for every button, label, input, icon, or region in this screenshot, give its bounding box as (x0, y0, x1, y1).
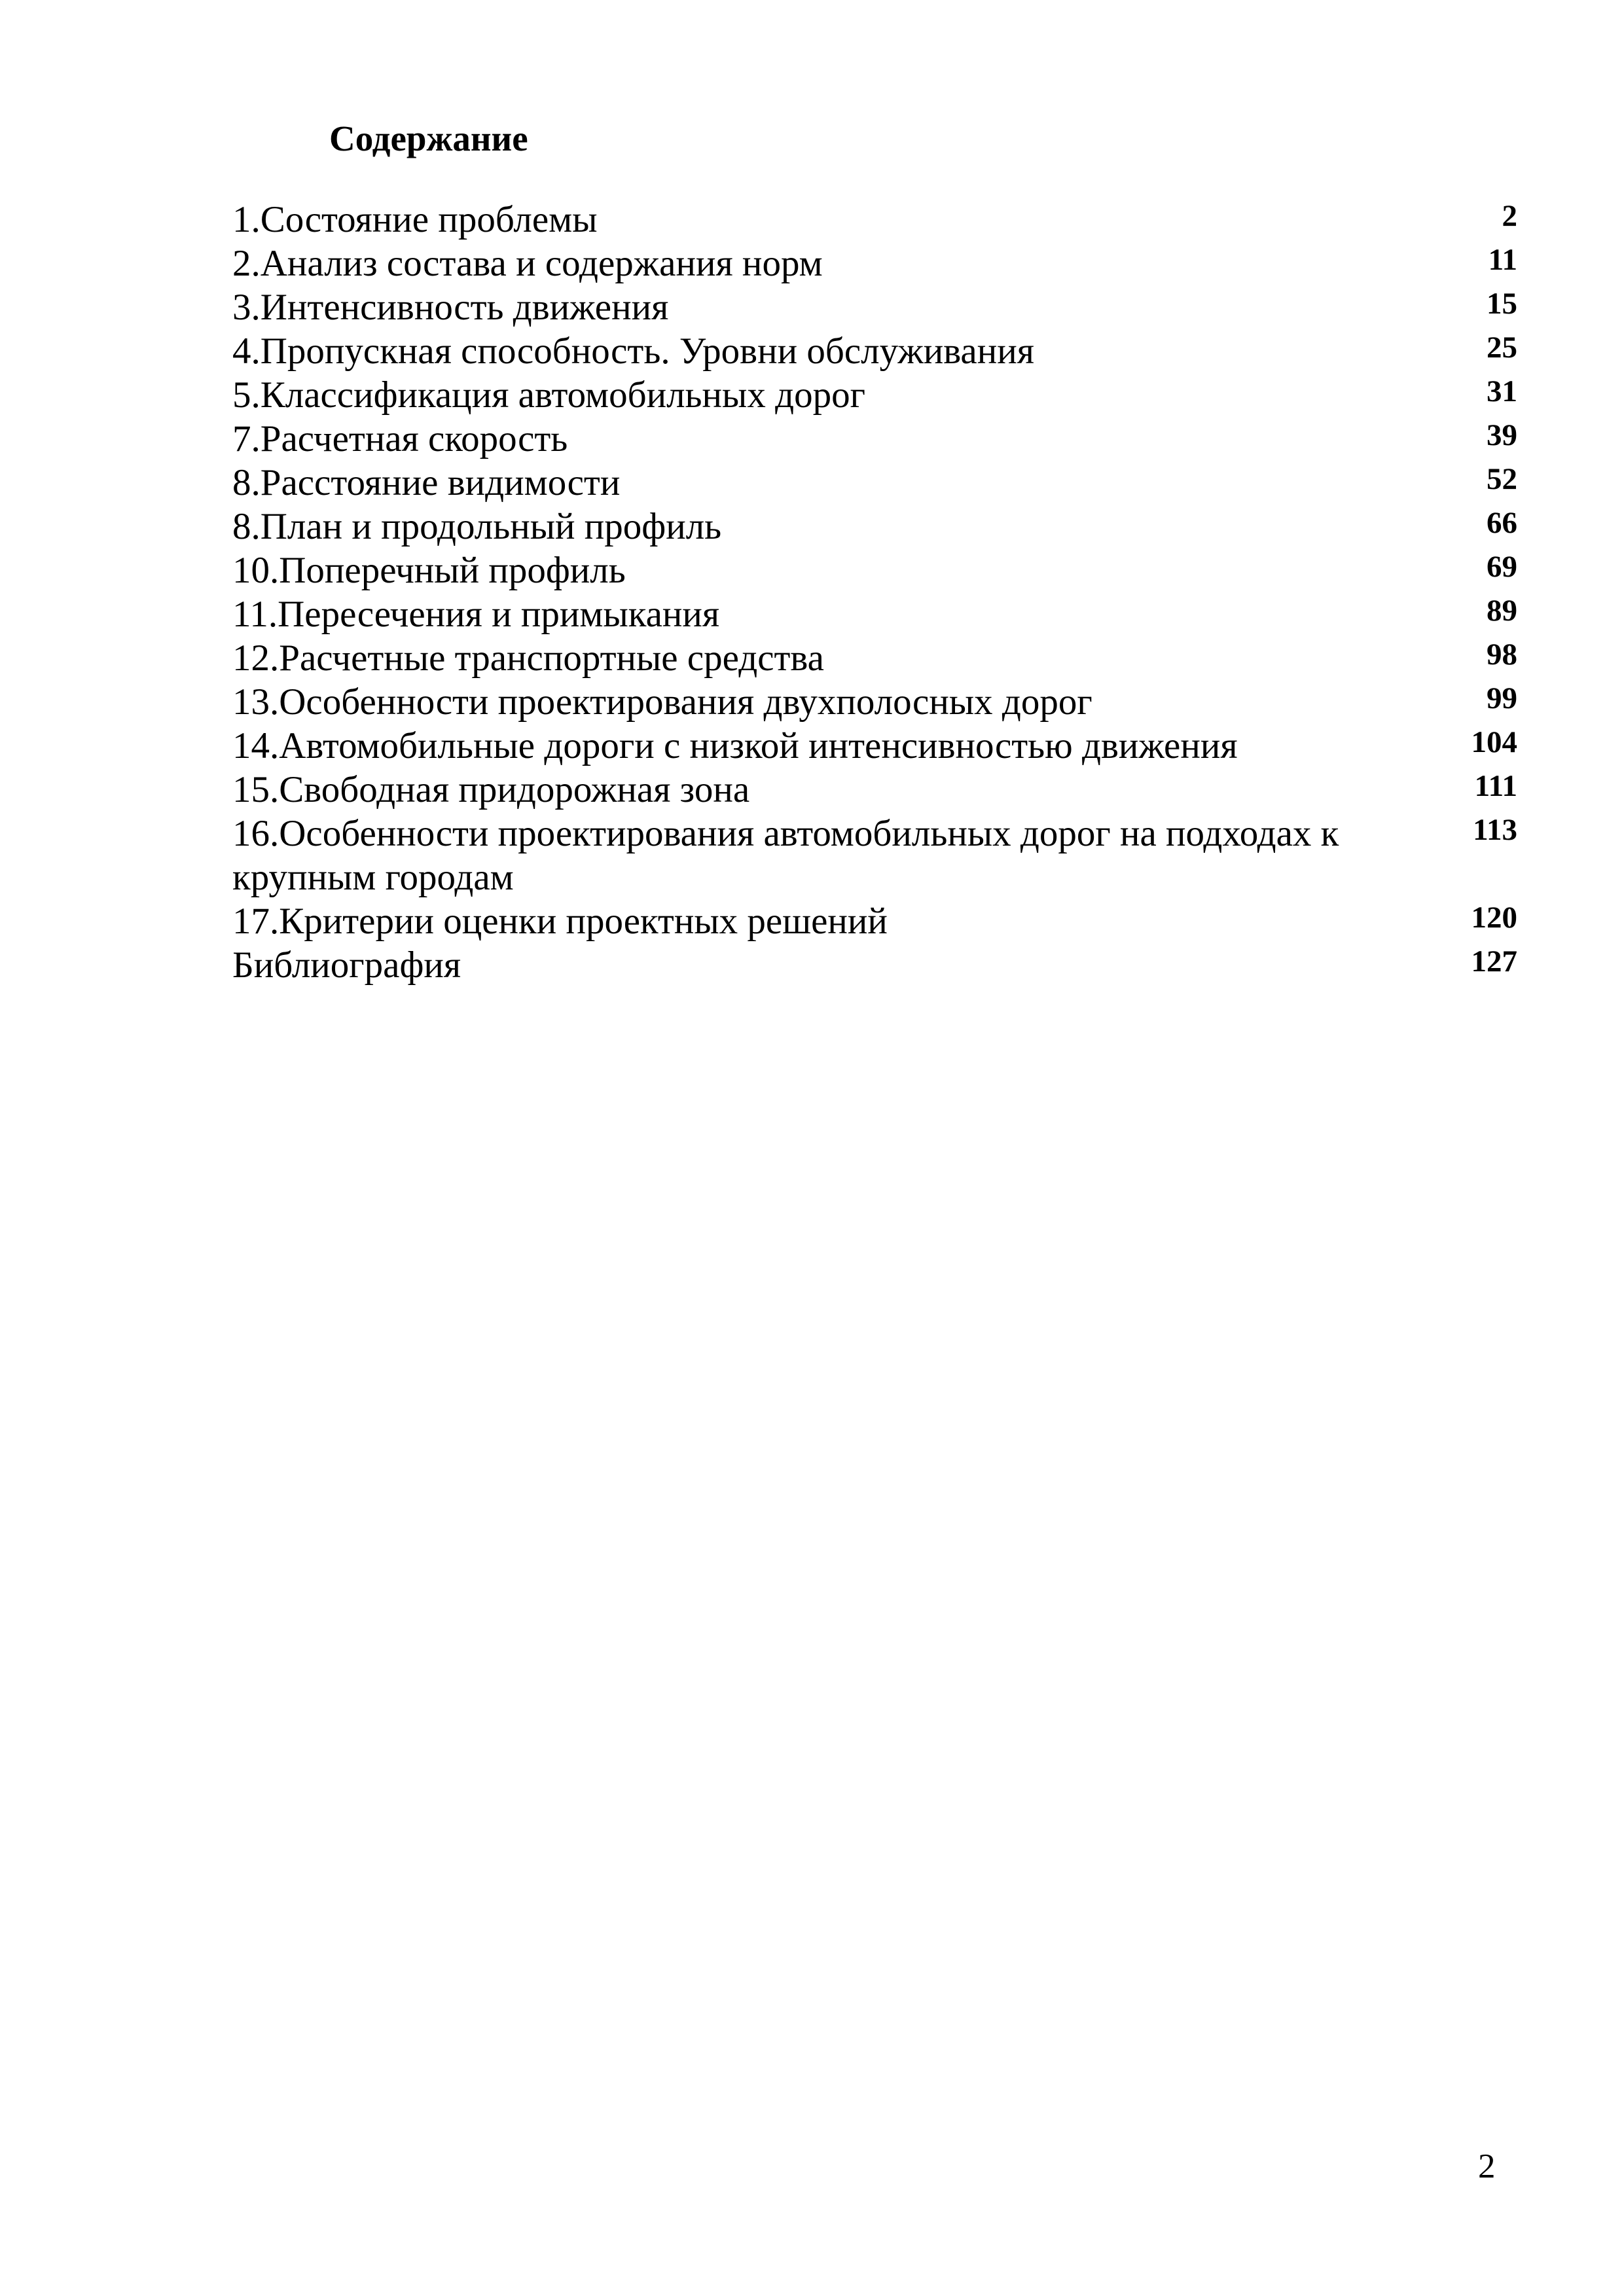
toc-entry-page: 111 (1474, 769, 1517, 803)
toc-entry-page: 99 (1487, 681, 1517, 715)
toc-entry-page: 2 (1502, 199, 1517, 233)
toc-entry-page: 31 (1487, 374, 1517, 408)
toc-entry-page: 69 (1487, 550, 1517, 584)
toc-entry-page: 89 (1487, 594, 1517, 628)
toc-entry-label: 13.Особенности проектирования двухполосных дорог (232, 681, 1092, 723)
toc-entry (232, 505, 1517, 548)
toc-entry (232, 373, 1517, 417)
toc-entry (232, 899, 1517, 943)
toc-entry (232, 768, 1517, 812)
toc-entry (232, 592, 1517, 636)
toc-entry-page: 15 (1487, 287, 1517, 321)
toc-entry-label: 2.Анализ состава и содержания норм (232, 243, 823, 284)
toc-entry (232, 198, 1517, 242)
toc-entry-label: 4.Пропускная способность. Уровни обслуживания (232, 331, 1034, 372)
toc-entry-label: Библиография (232, 944, 461, 986)
toc-entry-label: 3.Интенсивность движения (232, 287, 669, 328)
toc-entry-label: 7.Расчетная скорость (232, 418, 568, 459)
toc-entry-page: 25 (1487, 331, 1517, 365)
toc-entry (232, 680, 1517, 724)
toc-entry-page: 11 (1488, 243, 1517, 277)
toc-entry-page: 113 (1473, 813, 1517, 847)
toc-entry-label: 15.Свободная придорожная зона (232, 769, 750, 810)
toc-entry (232, 461, 1517, 505)
table-of-contents (232, 198, 1517, 987)
toc-entry-label: 5.Классификация автомобильных дорог (232, 374, 865, 416)
toc-entry-page: 52 (1487, 462, 1517, 496)
toc-entry-page: 120 (1471, 901, 1517, 935)
toc-entry (232, 285, 1517, 329)
toc-entry-label: 12.Расчетные транспортные средства (232, 637, 824, 679)
toc-entry (232, 242, 1517, 285)
toc-entry-label: 1.Состояние проблемы (232, 199, 598, 240)
toc-title: Содержание (329, 118, 528, 158)
toc-entry-label: 8.План и продольный профиль (232, 506, 722, 547)
toc-entry-label: 17.Критерии оценки проектных решений (232, 901, 888, 942)
toc-entry-page: 98 (1487, 637, 1517, 672)
toc-entry (232, 636, 1517, 680)
toc-entry (232, 548, 1517, 592)
toc-entry (232, 812, 1517, 899)
toc-entry-page: 127 (1471, 944, 1517, 978)
toc-entry-page: 104 (1471, 725, 1517, 759)
toc-entry-label: 16.Особенности проектирования автомобильных дорог на подходах к крупным городам (232, 813, 1339, 898)
toc-entry (232, 329, 1517, 373)
toc-entry (232, 724, 1517, 768)
toc-entry-label: 14.Автомобильные дороги с низкой интенсивностью движения (232, 725, 1238, 766)
toc-entry (232, 417, 1517, 461)
toc-entry-label: 8.Расстояние видимости (232, 462, 621, 503)
toc-entry-label: 10.Поперечный профиль (232, 550, 626, 591)
page-number: 2 (1478, 2147, 1496, 2185)
toc-entry-page: 66 (1487, 506, 1517, 540)
toc-entry-page: 39 (1487, 418, 1517, 452)
toc-entry-label: 11.Пересечения и примыкания (232, 594, 720, 635)
toc-entry (232, 943, 1517, 987)
